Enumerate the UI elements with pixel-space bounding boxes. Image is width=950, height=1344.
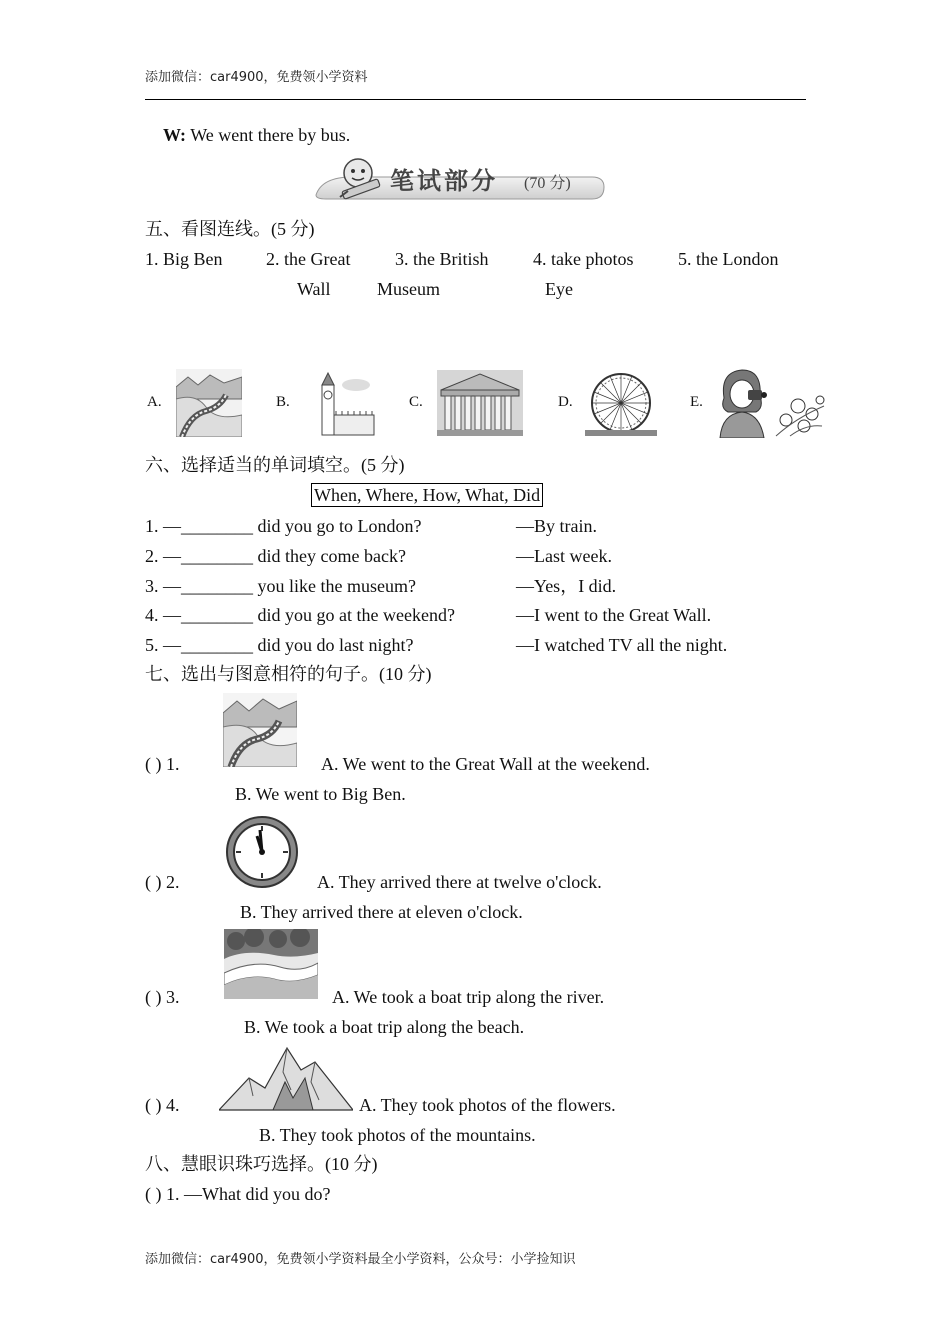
banner-score: (70 分): [524, 175, 571, 192]
choice-4-option-b: B. They took photos of the mountains.: [259, 1125, 536, 1145]
fill-question-3[interactable]: 3. —________ you like the museum?: [145, 576, 416, 596]
choice-2-option-a: A. They arrived there at twelve o'clock.: [317, 872, 602, 892]
fill-question-1[interactable]: 1. —________ did you go to London?: [145, 516, 422, 536]
choice-number-2[interactable]: ( ) 2.: [145, 872, 180, 892]
match-item-5-cont: Eye: [545, 279, 573, 299]
choice-1-option-b: B. We went to Big Ben.: [235, 784, 406, 804]
dialogue-line: [163, 124, 350, 146]
choice-3-option-b: B. We took a boat trip along the beach.: [244, 1017, 525, 1037]
match-item-2-cont: Wall: [297, 279, 331, 299]
picture-label-c: C.: [409, 394, 423, 410]
fill-question-2[interactable]: 2. —________ did they come back?: [145, 546, 406, 566]
choice-1-option-a: A. We went to the Great Wall at the weekend.: [321, 754, 650, 774]
section7-title: 七、选出与图意相符的句子。(10 分): [145, 664, 432, 684]
dialogue-text: We went there by bus.: [190, 125, 351, 145]
speaker-label: W:: [163, 125, 187, 145]
woman-taking-photo-picture: [716, 368, 828, 438]
choice-number-1[interactable]: ( ) 1.: [145, 754, 180, 774]
fill-question-5[interactable]: 5. —________ did you do last night?: [145, 635, 414, 655]
clock-picture: [224, 812, 300, 890]
section6-title: 六、选择适当的单词填空。(5 分): [145, 455, 405, 475]
section8-title: 八、慧眼识珠巧选择。(10 分): [145, 1154, 378, 1174]
word-bank-box: When, Where, How, What, Did: [311, 483, 543, 507]
page-header: 添加微信：car4900，免费领小学资料: [145, 70, 368, 85]
choice-4-option-a: A. They took photos of the flowers.: [359, 1095, 616, 1115]
fill-answer-1: —By train.: [516, 516, 597, 536]
header-divider: [145, 99, 806, 100]
choice-number-3[interactable]: ( ) 3.: [145, 987, 180, 1007]
match-item-4: 4. take photos: [533, 249, 634, 269]
section8-question-1[interactable]: ( ) 1. —What did you do?: [145, 1184, 331, 1204]
picture-label-e: E.: [690, 394, 703, 410]
fill-answer-4: —I went to the Great Wall.: [516, 605, 712, 625]
match-item-3: 3. the British: [395, 249, 489, 269]
match-item-5: 5. the London: [678, 249, 779, 269]
section5-title: 五、看图连线。(5 分): [145, 219, 315, 239]
banner-title: 笔试部分: [390, 167, 498, 195]
river-picture: [224, 929, 318, 999]
match-item-1: 1. Big Ben: [145, 249, 223, 269]
fill-question-4[interactable]: 4. —________ did you go at the weekend?: [145, 605, 455, 625]
match-item-2: 2. the Great: [266, 249, 351, 269]
great-wall-picture: [223, 693, 297, 767]
picture-label-b: B.: [276, 394, 290, 410]
written-section-banner: [312, 155, 606, 203]
british-museum-picture: [437, 370, 523, 436]
match-item-3-cont: Museum: [377, 279, 440, 299]
page-footer: 添加微信：car4900，免费领小学资料最全小学资料，公众号：小学捡知识: [145, 1252, 576, 1267]
picture-label-d: D.: [558, 394, 573, 410]
big-ben-picture: [312, 371, 376, 437]
fill-answer-5: —I watched TV all the night.: [516, 635, 728, 655]
fill-answer-3: —Yes，I did.: [516, 576, 617, 596]
london-eye-picture: [585, 372, 657, 436]
choice-3-option-a: A. We took a boat trip along the river.: [332, 987, 605, 1007]
mountains-picture: [219, 1042, 353, 1112]
choice-number-4[interactable]: ( ) 4.: [145, 1095, 180, 1115]
choice-2-option-b: B. They arrived there at eleven o'clock.: [240, 902, 523, 922]
fill-answer-2: —Last week.: [516, 546, 612, 566]
picture-label-a: A.: [147, 394, 162, 410]
great-wall-picture: [176, 369, 242, 437]
